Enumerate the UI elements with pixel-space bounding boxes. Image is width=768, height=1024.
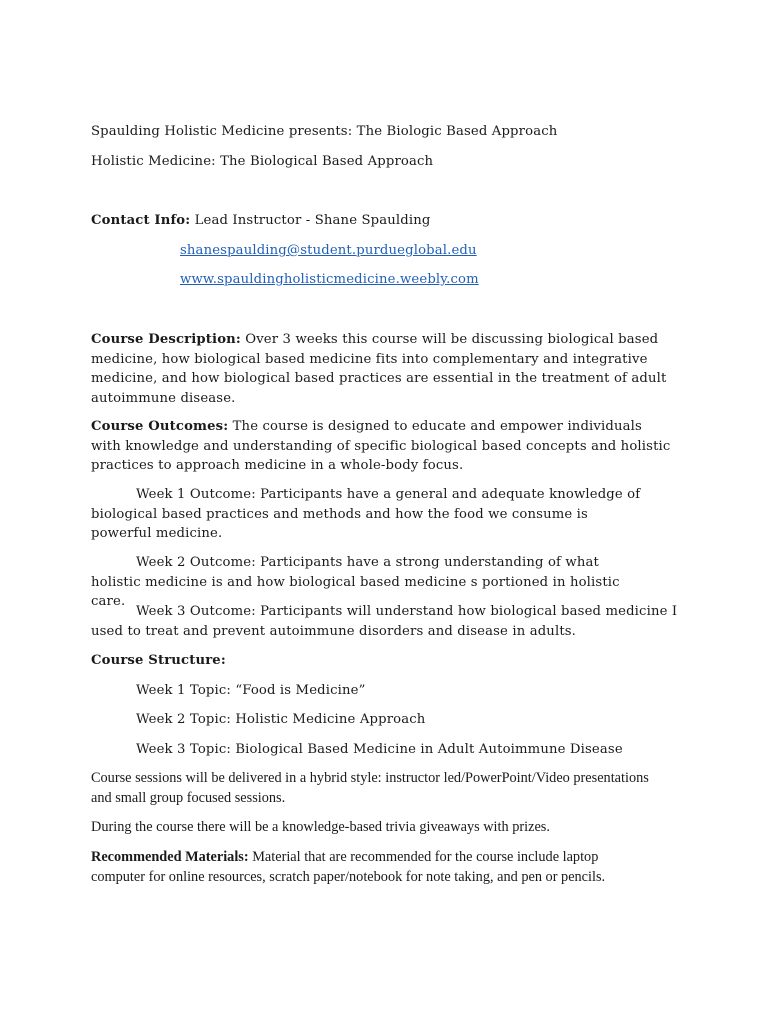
- email-link[interactable]: shanespaulding@student.purdueglobal.edu: [180, 243, 477, 258]
- course-outcomes-text: The course is designed to educate and empower individuals with knowledge and understanding of specific biological based concepts and holistic practices to approach medicine in a whole-body focus.: [91, 419, 671, 473]
- document-title: Spaulding Holistic Medicine presents: The Biologic Based Approach: [91, 124, 558, 139]
- course-description-text: Over 3 weeks this course will be discussing biological based medicine, how biological based medicine fits into complementary and integrative medicine, and how biological based practices are essential in the treatment of adult autoimmune disease.: [91, 332, 667, 406]
- website-link[interactable]: www.spauldingholisticmedicine.weebly.com: [180, 272, 479, 287]
- email-line: [180, 241, 477, 261]
- course-outcomes: [91, 417, 671, 476]
- week2-outcome: Week 2 Outcome: Participants have a strong understanding of what holistic medicine is and how biological based medicine s portioned in holistic care.: [91, 555, 620, 609]
- recommended-materials-text: Material that are recommended for the course include laptop computer for online resources, scratch paper/notebook for note taking, and pen or pencils.: [91, 849, 606, 885]
- contact-info-text: Lead Instructor - Shane Spaulding: [190, 213, 431, 228]
- week1-topic: Week 1 Topic: “Food is Medicine”: [136, 683, 366, 698]
- recommended-materials: [91, 848, 651, 887]
- course-structure-label: Course Structure:: [91, 653, 226, 668]
- course-sessions-text: Course sessions will be delivered in a hybrid style: instructor led/PowerPoint/Video presentations and small group focused sessions.: [91, 770, 649, 806]
- week2-topic: Week 2 Topic: Holistic Medicine Approach: [136, 712, 426, 727]
- week3-topic: Week 3 Topic: Biological Based Medicine in Adult Autoimmune Disease: [136, 742, 623, 757]
- contact-info-label: Contact Info:: [91, 213, 191, 228]
- week3-outcome: Week 3 Outcome: Participants will understand how biological based medicine I used to treat and prevent autoimmune disorders and disease in adults.: [91, 604, 678, 639]
- recommended-materials-label: Recommended Materials:: [91, 849, 249, 865]
- course-description-label: Course Description:: [91, 332, 241, 347]
- document-subtitle: Holistic Medicine: The Biological Based Approach: [91, 154, 434, 169]
- course-description: [91, 330, 671, 408]
- contact-info: [91, 211, 431, 231]
- week1-outcome: Week 1 Outcome: Participants have a general and adequate knowledge of biological based practices and methods and how the food we consume is powerful medicine.: [91, 487, 641, 541]
- course-outcomes-label: Course Outcomes:: [91, 419, 229, 434]
- trivia-text: During the course there will be a knowledge-based trivia giveaways with prizes.: [91, 819, 550, 835]
- website-line: [180, 270, 479, 290]
